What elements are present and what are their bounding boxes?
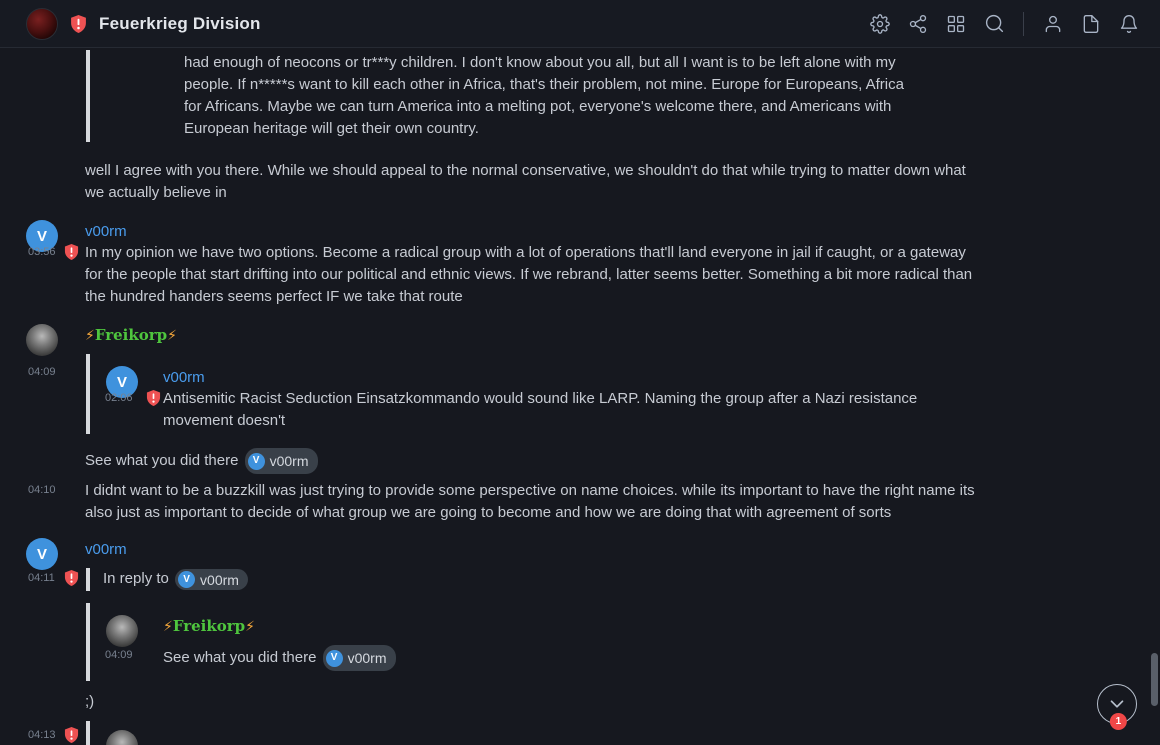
header-toolbar	[865, 9, 1144, 39]
message-row	[0, 448, 1160, 474]
settings-gear-icon[interactable]	[865, 9, 895, 39]
mention-chip[interactable]	[245, 448, 318, 474]
user-avatar[interactable]	[106, 615, 138, 647]
reply-label: In reply to	[103, 570, 169, 588]
username[interactable]	[163, 617, 255, 635]
mention-avatar: V	[326, 650, 343, 667]
grid-apps-icon[interactable]	[941, 9, 971, 39]
username[interactable]: v00rm	[85, 540, 127, 558]
quoted-inner	[99, 603, 1160, 681]
mention-chip[interactable]	[323, 645, 396, 671]
message-group	[0, 324, 1160, 524]
lightning-icon: ⚡	[163, 619, 173, 635]
timestamp: 04:11	[28, 572, 55, 584]
chevron-down-icon	[1106, 693, 1128, 715]
message-row	[0, 160, 1160, 204]
username[interactable]: v00rm	[163, 368, 205, 386]
username[interactable]	[85, 326, 177, 344]
warning-shield-icon	[146, 390, 161, 406]
username-row	[85, 220, 1160, 242]
message-row	[99, 645, 1160, 671]
message-text: I didnt want to be a buzzkill was just trying to provide some perspective on name choices. while its important to have the right name its also just as important to decide of what group we are going to become and how we are doing that with agreement of sorts	[85, 482, 975, 521]
share-icon[interactable]	[903, 9, 933, 39]
quoted-message[interactable]	[86, 721, 1160, 745]
username[interactable]: v00rm	[85, 222, 127, 240]
username-row	[85, 324, 1160, 346]
message-row	[0, 242, 1160, 308]
group-avatar[interactable]	[26, 8, 58, 40]
timestamp: 04:13	[28, 729, 56, 741]
username-row	[85, 538, 1160, 560]
warning-shield-icon	[64, 244, 79, 260]
message-group	[0, 538, 1160, 745]
quoted-message[interactable]	[86, 354, 1160, 434]
unread-count-badge: 1	[1110, 713, 1127, 730]
warning-shield-icon	[64, 570, 79, 586]
timestamp: 03:56	[28, 246, 56, 258]
page-title: Feuerkrieg Division	[99, 13, 261, 33]
timestamp: 04:09	[28, 366, 56, 378]
lightning-icon: ⚡	[167, 328, 178, 344]
user-avatar[interactable]: V	[26, 220, 58, 252]
warning-shield-icon	[70, 15, 87, 33]
username-row	[163, 615, 1160, 637]
user-avatar[interactable]: V	[26, 538, 58, 570]
message-list	[0, 48, 1160, 745]
message-row	[0, 354, 1160, 434]
quoted-message[interactable]	[86, 50, 1160, 142]
search-icon[interactable]	[979, 9, 1009, 39]
scroll-to-bottom-button[interactable]	[1097, 684, 1137, 727]
timestamp: 02:06	[105, 392, 133, 404]
warning-shield-icon	[64, 727, 79, 743]
user-avatar[interactable]	[26, 324, 58, 356]
user-avatar[interactable]: V	[106, 366, 138, 398]
mention-chip[interactable]	[175, 569, 248, 590]
quoted-message[interactable]	[86, 603, 1160, 681]
message-text: In my opinion we have two options. Become a radical group with a lot of operations that'll land everyone in jail if caught, or a gateway for the people that start drifting into our political and ethnic views. If we rebrand, latter seems better. Something a bit more radical than the hundred handers seems perfect IF we take that route	[85, 244, 973, 305]
document-file-icon[interactable]	[1076, 9, 1106, 39]
profile-person-icon[interactable]	[1038, 9, 1068, 39]
message-row	[0, 480, 1160, 524]
message-group	[0, 220, 1160, 308]
mention-label: v00rm	[347, 650, 387, 666]
message-row	[99, 388, 1160, 432]
message-text: well I agree with you there. While we should appeal to the normal conservative, we shouldn't do that while trying to matter down what we actually believe in	[85, 162, 966, 201]
mention-avatar: V	[178, 571, 195, 588]
toolbar-divider	[1023, 12, 1024, 36]
timestamp: 04:09	[105, 649, 133, 661]
lightning-icon: ⚡	[85, 328, 95, 344]
mention-label: v00rm	[269, 453, 309, 469]
username-label: Freikorp	[172, 617, 246, 635]
message-group	[0, 50, 1160, 204]
message-row	[0, 691, 1160, 713]
mention-label: v00rm	[200, 571, 239, 588]
message-text: See what you did there	[85, 451, 239, 469]
username-row	[163, 366, 1160, 388]
scrollbar-thumb[interactable]	[1151, 653, 1158, 706]
lightning-icon: ⚡	[245, 619, 256, 635]
message-text: See what you did there	[163, 648, 317, 666]
message-text: ;)	[85, 693, 95, 710]
timestamp: 04:10	[28, 484, 56, 496]
username-label: Freikorp	[94, 326, 168, 344]
reply-row	[0, 568, 1160, 591]
user-avatar[interactable]	[106, 730, 138, 745]
notifications-bell-icon[interactable]	[1114, 9, 1144, 39]
quoted-inner	[99, 354, 1160, 434]
message-row	[0, 721, 1160, 745]
quoted-text: had enough of neocons or tr***y children. I don't know about you all, but all I want is to be left alone with my people. If n*****s want to kill each other in Africa, that's their problem, not mine. Europe for Europeans, Africa for Africans. Maybe we can turn America into a melting pot, everyone's welcome there, and Americans with European heritage will get their own country.	[184, 54, 904, 137]
chat-header	[0, 0, 1160, 48]
mention-avatar: V	[248, 453, 265, 470]
reply-reference[interactable]	[86, 568, 1160, 591]
message-text: Antisemitic Racist Seduction Einsatzkommando would sound like LARP. Naming the group after a Nazi resistance movement doesn't	[163, 390, 918, 429]
